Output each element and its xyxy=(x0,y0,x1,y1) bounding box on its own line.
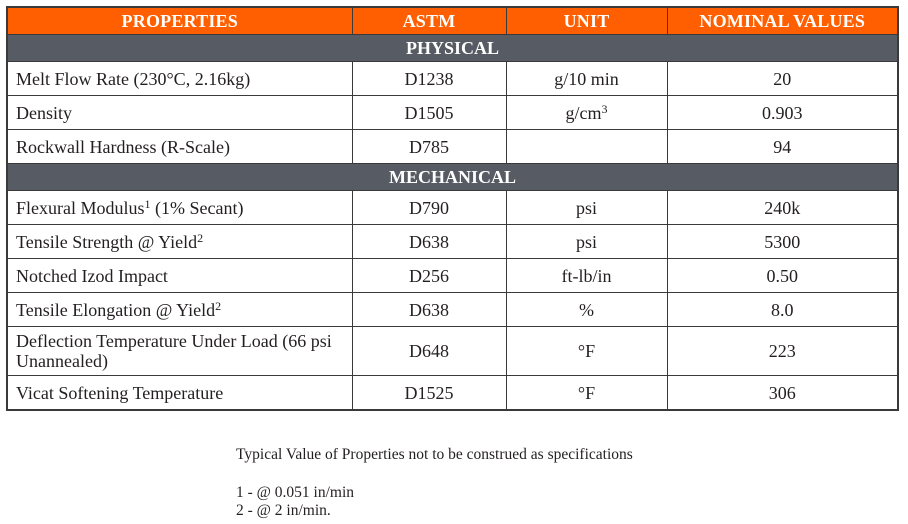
section-title-physical: PHYSICAL xyxy=(7,35,898,62)
unit: ft-lb/in xyxy=(506,259,667,293)
table-row xyxy=(7,62,898,96)
header-properties: PROPERTIES xyxy=(7,7,352,35)
astm-code: D1505 xyxy=(352,96,506,130)
notes xyxy=(236,446,633,520)
property-suffix: (1% Secant) xyxy=(150,197,244,218)
footnote-marker: 2 xyxy=(197,230,204,245)
footnote-1: 1 - @ 0.051 in/min xyxy=(236,484,355,501)
nominal-value: 8.0 xyxy=(667,293,898,327)
property-name: Notched Izod Impact xyxy=(7,259,352,293)
properties-table xyxy=(6,6,899,411)
disclaimer: Typical Value of Properties not to be construed as specifications xyxy=(236,446,633,463)
property-name xyxy=(7,293,352,327)
header-astm: ASTM xyxy=(352,7,506,35)
property-name: Vicat Softening Temperature xyxy=(7,376,352,411)
astm-code: D648 xyxy=(352,327,506,376)
table-row xyxy=(7,293,898,327)
footnote-2: 2 - @ 2 in/min. xyxy=(236,502,331,519)
table-row xyxy=(7,376,898,411)
section-row-physical xyxy=(7,35,898,62)
nominal-value: 223 xyxy=(667,327,898,376)
table-row xyxy=(7,259,898,293)
property-text: Tensile Elongation @ Yield xyxy=(16,299,216,320)
table-row xyxy=(7,191,898,225)
unit-superscript: 3 xyxy=(601,101,608,116)
unit: g/10 min xyxy=(506,62,667,96)
table-row xyxy=(7,130,898,164)
nominal-value: 0.903 xyxy=(667,96,898,130)
header-unit: UNIT xyxy=(506,7,667,35)
nominal-value: 240k xyxy=(667,191,898,225)
property-name: Rockwall Hardness (R-Scale) xyxy=(7,130,352,164)
section-row-mechanical xyxy=(7,164,898,191)
property-text: Tensile Strength @ Yield xyxy=(16,231,198,252)
footnote-marker: 2 xyxy=(215,298,222,313)
table-row xyxy=(7,225,898,259)
unit: °F xyxy=(506,327,667,376)
astm-code: D785 xyxy=(352,130,506,164)
property-name xyxy=(7,225,352,259)
section-title-mechanical: MECHANICAL xyxy=(7,164,898,191)
nominal-value: 5300 xyxy=(667,225,898,259)
property-name xyxy=(7,191,352,225)
unit: % xyxy=(506,293,667,327)
unit: psi xyxy=(506,191,667,225)
astm-code: D1525 xyxy=(352,376,506,411)
property-name: Deflection Temperature Under Load (66 psi Unannealed) xyxy=(7,327,352,376)
astm-code: D256 xyxy=(352,259,506,293)
nominal-value: 306 xyxy=(667,376,898,411)
astm-code: D1238 xyxy=(352,62,506,96)
nominal-value: 94 xyxy=(667,130,898,164)
unit-text: g/cm xyxy=(565,102,602,123)
astm-code: D790 xyxy=(352,191,506,225)
footnote-marker: 1 xyxy=(144,196,151,211)
unit xyxy=(506,96,667,130)
nominal-value: 0.50 xyxy=(667,259,898,293)
property-name: Melt Flow Rate (230°C, 2.16kg) xyxy=(7,62,352,96)
astm-code: D638 xyxy=(352,293,506,327)
property-name: Density xyxy=(7,96,352,130)
header-row xyxy=(7,7,898,35)
table-row xyxy=(7,96,898,130)
nominal-value: 20 xyxy=(667,62,898,96)
property-text: Flexural Modulus xyxy=(16,197,145,218)
table-row xyxy=(7,327,898,376)
astm-code: D638 xyxy=(352,225,506,259)
unit xyxy=(506,130,667,164)
unit: psi xyxy=(506,225,667,259)
unit: °F xyxy=(506,376,667,411)
header-nominal-values: NOMINAL VALUES xyxy=(667,7,898,35)
